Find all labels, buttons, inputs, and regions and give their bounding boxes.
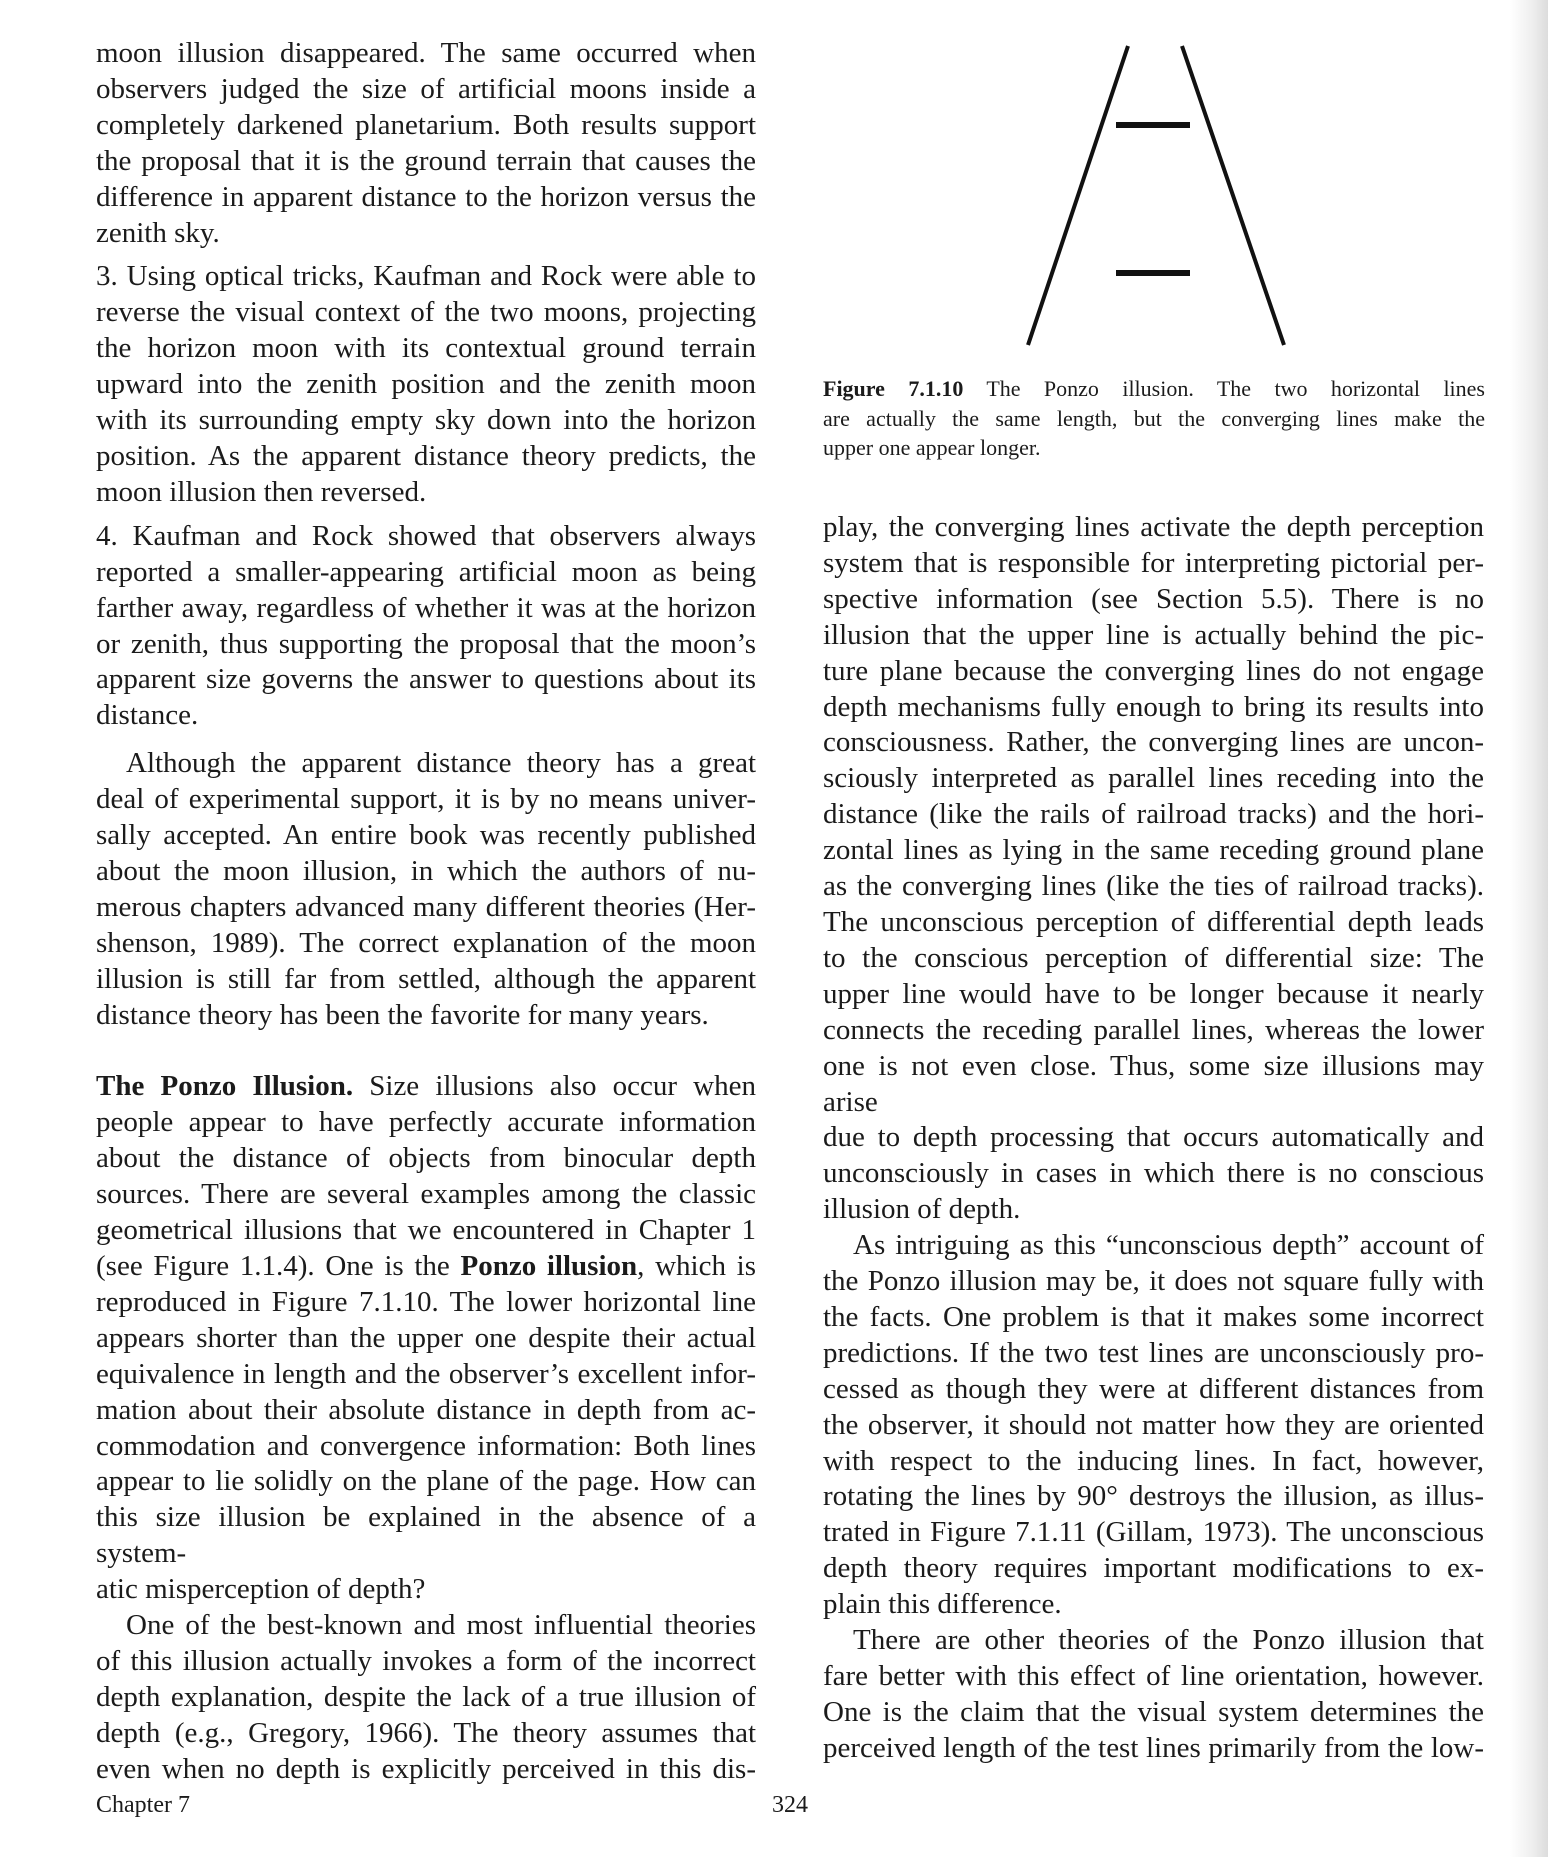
text-line: perceived length of the test lines primarily from the low- <box>823 1731 1484 1764</box>
text-span: (see Figure 1.1.4). One is the <box>96 1250 461 1282</box>
text-line: the horizon moon with its contextual ground terrain <box>96 332 756 365</box>
list-item-3 <box>96 259 756 510</box>
paragraph-one-best-known <box>96 1608 756 1788</box>
text-line: upward into the zenith position and the zenith moon <box>96 368 756 401</box>
text-line: predictions. If the two test lines are unconsciously pro- <box>823 1336 1484 1369</box>
text-line: with respect to the inducing lines. In fact, however, <box>823 1444 1484 1477</box>
text-line: the observer, it should not matter how they are oriented <box>823 1408 1484 1441</box>
text-line: 4. Kaufman and Rock showed that observers always <box>96 519 756 552</box>
text-line: of this illusion actually invokes a form of the incorrect <box>96 1644 756 1677</box>
text-line: zenith sky. <box>96 216 220 249</box>
text-line: appear to lie solidly on the plane of the page. How can <box>96 1465 756 1498</box>
text-line: as the converging lines (like the ties of railroad tracks). <box>823 870 1484 903</box>
text-line: ture plane because the converging lines do not engage <box>823 654 1484 687</box>
text-line: system that is responsible for interpreting pictorial per- <box>823 546 1484 579</box>
text-line: illusion that the upper line is actually behind the pic- <box>823 618 1484 651</box>
text-line: cessed as though they were at different distances from <box>823 1372 1484 1405</box>
text-line: 3. Using optical tricks, Kaufman and Rock were able to <box>96 260 756 293</box>
text-line: plain this difference. <box>823 1588 1062 1621</box>
text-line: There are other theories of the Ponzo illusion that <box>853 1624 1484 1657</box>
text-line: Although the apparent distance theory has a great <box>126 747 756 780</box>
text-line: depth (e.g., Gregory, 1966). The theory assumes that <box>96 1716 756 1749</box>
converging-line-right <box>1182 46 1284 345</box>
text-line: sally accepted. An entire book was recently published <box>96 819 756 852</box>
text-line: observers judged the size of artificial moons inside a <box>96 72 756 105</box>
caption-line: upper one appear longer. <box>823 435 1041 460</box>
text-line: difference in apparent distance to the horizon versus the <box>96 180 756 213</box>
text-line: trated in Figure 7.1.11 (Gillam, 1973). The unconscious <box>823 1516 1484 1549</box>
text-line: play, the converging lines activate the depth perception <box>823 511 1484 543</box>
text-line: atic misperception of depth? <box>96 1573 426 1606</box>
converging-line-left <box>1028 46 1128 345</box>
text-line: distance (like the rails of railroad tracks) and the hori- <box>823 798 1484 831</box>
text-line: As intriguing as this “unconscious depth” account of <box>853 1229 1484 1262</box>
text-line: farther away, regardless of whether it was at the horizon <box>96 591 756 624</box>
page-number: 324 <box>772 1792 808 1818</box>
text-line: reverse the visual context of the two moons, projecting <box>96 296 756 329</box>
right-column <box>823 510 1484 1767</box>
text-line: even when no depth is explicitly perceived in this dis- <box>96 1752 756 1785</box>
text-line: rotating the lines by 90° destroys the illusion, as illus- <box>823 1480 1484 1513</box>
paragraph-other-theories <box>823 1623 1484 1767</box>
text-line: unconsciously in cases in which there is no conscious <box>823 1157 1484 1190</box>
text-line: equivalence in length and the observer’s excellent infor- <box>96 1357 756 1390</box>
text-line: merous chapters advanced many different theories (Her- <box>96 890 756 923</box>
text-line: the facts. One problem is that it makes some incorrect <box>823 1300 1484 1333</box>
text-line: zontal lines as lying in the same receding ground plane <box>823 834 1484 867</box>
text-line: people appear to have perfectly accurate information <box>96 1106 756 1139</box>
text-line: the Ponzo illusion may be, it does not square fully with <box>823 1265 1484 1298</box>
ponzo-illusion-figure <box>990 40 1290 350</box>
text-line <box>96 1069 756 1105</box>
text-line: The unconscious perception of differential depth leads <box>823 905 1484 938</box>
section-heading: The Ponzo Illusion. <box>96 1070 354 1103</box>
text-line: to the conscious perception of differential size: The <box>823 941 1484 974</box>
figure-label: Figure 7.1.10 <box>823 376 964 401</box>
ponzo-illusion-drawing <box>990 40 1290 350</box>
page-edge-shadow <box>1510 0 1548 1857</box>
text-span: , which is <box>637 1250 756 1282</box>
paragraph-ponzo-section <box>96 1069 756 1608</box>
text-line: fare better with this effect of line orientation, however. <box>823 1660 1484 1692</box>
figure-caption <box>823 374 1485 463</box>
text-line: reproduced in Figure 7.1.10. The lower horizontal line <box>96 1285 756 1318</box>
text-line: distance theory has been the favorite for many years. <box>96 998 709 1031</box>
text-line: the proposal that it is the ground terrain that causes the <box>96 144 756 177</box>
text-line: apparent size governs the answer to questions about its <box>96 663 756 696</box>
caption-line <box>823 374 1485 404</box>
text-line: mation about their absolute distance in depth from ac- <box>96 1393 756 1426</box>
text-line: completely darkened planetarium. Both results support <box>96 108 756 141</box>
text-line: One is the claim that the visual system determines the <box>823 1695 1484 1728</box>
text-line: reported a smaller-appearing artificial moon as being <box>96 555 756 588</box>
text-line: depth explanation, despite the lack of a true illusion of <box>96 1680 756 1713</box>
text-line: appears shorter than the upper one despite their actual <box>96 1321 756 1354</box>
text-line: position. As the apparent distance theory predicts, the <box>96 439 756 472</box>
text-line: spective information (see Section 5.5). There is no <box>823 582 1484 615</box>
text-line: moon illusion disappeared. The same occurred when <box>96 37 756 69</box>
text-line: One of the best-known and most influential theories <box>126 1609 756 1642</box>
text-line: depth mechanisms fully enough to bring its results into <box>823 690 1484 723</box>
text-line: deal of experimental support, it is by no means univer- <box>96 783 756 816</box>
caption-line: are actually the same length, but the converging lines make the <box>823 405 1485 431</box>
text-span: Size illusions also occur when <box>353 1070 756 1103</box>
text-line: due to depth processing that occurs automatically and <box>823 1121 1484 1154</box>
text-line: upper line would have to be longer because it nearly <box>823 977 1484 1010</box>
text-line: moon illusion then reversed. <box>96 475 427 508</box>
text-line: geometrical illusions that we encountered in Chapter 1 <box>96 1214 756 1247</box>
text-line: depth theory requires important modifications to ex- <box>823 1552 1484 1585</box>
list-item-4 <box>96 519 756 734</box>
left-column <box>96 36 756 1788</box>
text-line: with its surrounding empty sky down into the horizon <box>96 404 756 437</box>
paragraph-although <box>96 746 756 1033</box>
text-line <box>96 1249 756 1285</box>
text-line: or zenith, thus supporting the proposal that the moon’s <box>96 627 756 660</box>
paragraph-moon-continued <box>96 36 756 251</box>
text-line: this size illusion be explained in the absence of a system- <box>96 1501 756 1570</box>
text-line: one is not even close. Thus, some size illusions may arise <box>823 1049 1484 1118</box>
text-line: about the moon illusion, in which the authors of nu- <box>96 854 756 887</box>
text-line: illusion of depth. <box>823 1193 1021 1226</box>
paragraph-play <box>823 510 1484 1228</box>
text-line: shenson, 1989). The correct explanation of the moon <box>96 926 756 959</box>
paragraph-intriguing <box>823 1228 1484 1623</box>
key-term: Ponzo illusion <box>460 1250 638 1282</box>
text-line: connects the receding parallel lines, whereas the lower <box>823 1013 1484 1046</box>
chapter-footer: Chapter 7 <box>96 1792 190 1818</box>
text-line: sources. There are several examples among the classic <box>96 1178 756 1211</box>
text-line: commodation and convergence information: Both lines <box>96 1429 756 1462</box>
text-line: distance. <box>96 699 199 732</box>
text-line: consciousness. Rather, the converging lines are uncon- <box>823 726 1484 759</box>
text-line: illusion is still far from settled, although the apparent <box>96 962 756 995</box>
text-span: The Ponzo illusion. The two horizontal lines <box>963 376 1485 401</box>
text-line: about the distance of objects from binocular depth <box>96 1142 756 1175</box>
text-line: sciously interpreted as parallel lines receding into the <box>823 762 1484 795</box>
